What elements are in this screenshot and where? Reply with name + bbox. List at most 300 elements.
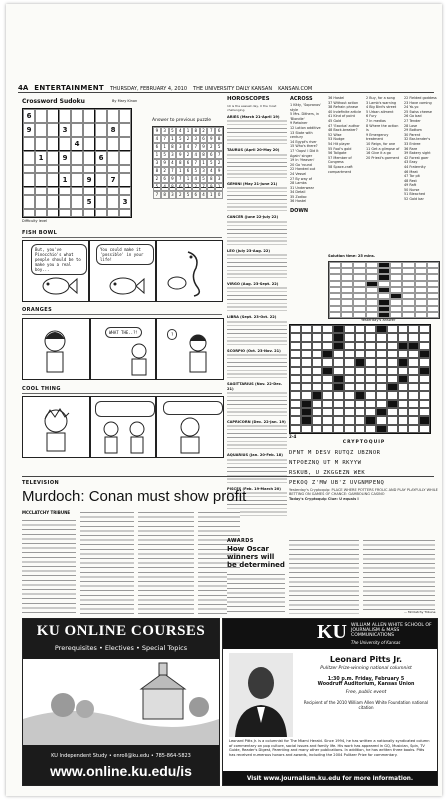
crossword-cell xyxy=(419,375,430,383)
event-details xyxy=(301,655,431,710)
answer-cell: 4 xyxy=(161,183,169,191)
clue: 20 Go 'round xyxy=(290,162,312,167)
ad-url-link[interactable]: www.online.ku.edu/is xyxy=(50,763,192,779)
speaker-photo xyxy=(229,653,293,737)
sudoku-cell xyxy=(47,165,59,173)
across-title: ACROSS xyxy=(290,96,313,102)
article-column xyxy=(289,538,359,614)
sign-heading: LIBRA (Sept. 23-Oct. 22) xyxy=(227,315,277,320)
sudoku-cell: 4 xyxy=(71,137,83,151)
answer-cell: 1 xyxy=(184,175,192,183)
answer-cell: 9 xyxy=(176,151,184,159)
answer-cell: 1 xyxy=(200,159,208,167)
character-drawing xyxy=(181,333,215,375)
sudoku-cell xyxy=(71,173,83,187)
sudoku-cell xyxy=(59,209,71,217)
answer-cell: 6 xyxy=(192,191,200,199)
sudoku-cell: 6 xyxy=(23,109,35,123)
crossword-cell xyxy=(333,325,344,333)
crossword-cell xyxy=(376,400,387,408)
article-column xyxy=(138,510,194,614)
ad-title: KU ONLINE COURSES xyxy=(36,623,206,639)
clue: 31 Underwear xyxy=(290,185,314,190)
clue: 9 Retainer xyxy=(290,121,308,126)
crossword-cell xyxy=(344,342,355,350)
sudoku-grid xyxy=(22,108,132,218)
clue: 53 Nudge xyxy=(328,137,345,142)
answer-cell: 8 xyxy=(215,135,223,143)
sudoku-section xyxy=(22,98,222,228)
clue: 36 Hostel xyxy=(328,96,345,100)
page-number: 4A xyxy=(18,84,29,92)
crossword-cell xyxy=(408,333,419,341)
ad-tagline: Prerequisites • Electives • Special Topics xyxy=(54,644,188,652)
crossword-cell xyxy=(290,358,301,366)
sign-heading: CAPRICORN (Dec. 22-Jan. 19) xyxy=(227,420,286,425)
crossword-cell xyxy=(355,416,366,424)
crossword-cell xyxy=(365,391,376,399)
sign-text-lines xyxy=(227,186,287,212)
comic-panel xyxy=(156,396,224,458)
article-column xyxy=(363,538,435,610)
crossword-cell xyxy=(376,350,387,358)
university-name: The University of Kansas xyxy=(351,640,401,645)
sign-heading: VIRGO (Aug. 23-Sept. 22) xyxy=(227,282,279,287)
sudoku-cell xyxy=(107,195,119,209)
sudoku-cell xyxy=(71,109,83,123)
crossword-cell xyxy=(290,391,301,399)
crossword-cell xyxy=(408,358,419,366)
answer-cell: 6 xyxy=(207,151,215,159)
sudoku-cell xyxy=(83,187,95,195)
awards-headline: How Oscar winners will be determined xyxy=(227,545,285,569)
sudoku-cell xyxy=(95,109,107,123)
crossword-cell xyxy=(312,325,323,333)
answer-cell: 3 xyxy=(200,167,208,175)
site-name: KANSAN.COM xyxy=(278,86,313,92)
sudoku-cell xyxy=(83,151,95,165)
crossword-cell xyxy=(419,367,430,375)
section-name: ENTERTAINMENT xyxy=(34,84,104,92)
answer-cell: 5 xyxy=(192,167,200,175)
answer-cell: 2 xyxy=(200,127,208,135)
crossword-cell xyxy=(290,375,301,383)
answer-cell: 3 xyxy=(176,143,184,151)
crossword-cell xyxy=(408,400,419,408)
clue: 14 Egypt's river xyxy=(290,139,317,144)
clue: 25 Swiss cheese xyxy=(404,109,432,114)
sudoku-cell xyxy=(83,165,95,173)
crossword-cell xyxy=(333,391,344,399)
speech-bubble: ? xyxy=(167,329,177,340)
crossword-cell xyxy=(398,425,409,433)
character-drawing xyxy=(126,343,152,377)
answer-cell: 1 xyxy=(161,143,169,151)
answer-cell: 6 xyxy=(184,159,192,167)
answer-cell: 6 xyxy=(161,175,169,183)
crossword-cell xyxy=(419,425,430,433)
answer-cell: 6 xyxy=(176,183,184,191)
answer-cell: 1 xyxy=(169,135,177,143)
clue: 46 Meat xyxy=(404,169,418,174)
sudoku-cell xyxy=(59,137,71,151)
crossword-cell xyxy=(376,408,387,416)
answer-cell: 9 xyxy=(207,183,215,191)
crossword-cell xyxy=(344,367,355,375)
sudoku-cell xyxy=(35,165,47,173)
sudoku-cell: 8 xyxy=(107,123,119,137)
crossword-cell xyxy=(355,325,366,333)
crossword-cell xyxy=(301,425,312,433)
yesterday-label: Yesterday's answer xyxy=(361,318,396,322)
ku-online-ad[interactable] xyxy=(22,618,220,786)
crossword-cell xyxy=(301,400,312,408)
clue: 36 Rare xyxy=(404,146,418,151)
answer-cell: 8 xyxy=(161,191,169,199)
crossword-cell xyxy=(419,400,430,408)
crossword-cell xyxy=(376,367,387,375)
answer-cell: 2 xyxy=(215,159,223,167)
crossword-cell xyxy=(355,367,366,375)
sudoku-cell xyxy=(23,173,35,187)
sudoku-cell xyxy=(47,209,59,217)
sign-heading: LEO (July 23-Aug. 22) xyxy=(227,248,271,253)
sudoku-cell xyxy=(107,165,119,173)
crossword-cell xyxy=(419,416,430,424)
fish-bowl-comic xyxy=(22,240,222,302)
sign-text-lines xyxy=(227,153,287,179)
crossword-cell xyxy=(408,391,419,399)
answer-cell: 6 xyxy=(215,127,223,135)
crossword-cell xyxy=(387,350,398,358)
crossword-cell xyxy=(398,367,409,375)
crossword-cell xyxy=(301,342,312,350)
answer-cell: 5 xyxy=(215,143,223,151)
crossword-cell xyxy=(376,391,387,399)
sudoku-cell xyxy=(23,137,35,151)
answer-cell: 3 xyxy=(169,151,177,159)
answer-cell: 1 xyxy=(184,127,192,135)
answer-cell: 3 xyxy=(192,135,200,143)
journalism-ad[interactable] xyxy=(222,618,438,786)
answer-cell: 5 xyxy=(200,175,208,183)
crossword-cell xyxy=(398,342,409,350)
crossword-cell xyxy=(312,342,323,350)
crossword-cell xyxy=(344,408,355,416)
sudoku-cell xyxy=(47,137,59,151)
crossword-cell xyxy=(419,358,430,366)
crossword-cell xyxy=(344,333,355,341)
crossword-cell xyxy=(312,367,323,375)
cryptoquip xyxy=(289,440,439,501)
crossword-cell xyxy=(408,367,419,375)
speech-bubble: You could make it 'possible' in your life! xyxy=(96,244,154,265)
clue: 19 In 'Heaven' xyxy=(290,158,315,163)
sudoku-difficulty: Difficulty level xyxy=(22,219,48,223)
sign-text-lines xyxy=(227,286,287,312)
clue: 48 Rest xyxy=(404,178,417,183)
crossword-cell xyxy=(333,375,344,383)
clue: 7 In medias xyxy=(366,118,386,123)
crossword-cell xyxy=(344,400,355,408)
crossword-cell xyxy=(365,333,376,341)
crossword-cell xyxy=(355,333,366,341)
cryptoquip-clue: Today's Cryptoquip Clue: U equals I xyxy=(289,496,359,501)
sudoku-cell xyxy=(47,187,59,195)
clue: 5 Mrs. Dithers, in 'Blondie' xyxy=(290,112,320,121)
cryptoquip-line: RSKUB, U ZKGGEZN WEK xyxy=(289,470,366,476)
answer-cell: 5 xyxy=(207,159,215,167)
crossword-cell xyxy=(301,416,312,424)
crossword-cell xyxy=(419,333,430,341)
crossword-cell xyxy=(322,342,333,350)
sudoku-cell xyxy=(95,173,107,187)
fish-bowl-label: FISH BOWL xyxy=(22,230,58,236)
clue: 41 Kind of point xyxy=(328,114,355,119)
clue: 34 Detail xyxy=(290,190,306,195)
sudoku-cell xyxy=(59,165,71,173)
crossword-cell xyxy=(344,358,355,366)
cryptoquip-title: CRYPTOQUIP xyxy=(342,440,386,445)
answer-cell: 6 xyxy=(200,135,208,143)
newspaper-page xyxy=(6,4,442,796)
speaker-role: Pulitzer Prize-winning national columnist xyxy=(320,666,412,671)
sign-heading: ARIES (March 21-April 19) xyxy=(227,115,280,119)
sudoku-cell xyxy=(47,109,59,123)
clue: 28 Lose xyxy=(404,123,418,128)
sudoku-cell xyxy=(35,173,47,187)
answer-cell: 7 xyxy=(153,191,161,199)
clue: 12 Lotion additive xyxy=(290,125,321,130)
cryptoquip-puzzle xyxy=(289,448,439,488)
crossword-cell xyxy=(376,325,387,333)
cryptoquip-line: DFNT M DESV RUTQZ UBZNOR xyxy=(289,450,381,456)
article-column xyxy=(22,518,76,614)
crossword-cell xyxy=(322,367,333,375)
event-location: Woodruff Auditorium, Kansas Union xyxy=(317,682,415,687)
clue: 58 Space-craft compartment xyxy=(328,164,353,174)
clue: 23 Have coming xyxy=(404,100,432,105)
crossword-cell xyxy=(398,358,409,366)
answer-cell: 9 xyxy=(161,159,169,167)
crossword-cell xyxy=(344,425,355,433)
crossword-cell xyxy=(387,375,398,383)
sign-text-lines xyxy=(227,391,287,417)
crossword-cell xyxy=(290,416,301,424)
crossword-cell xyxy=(376,375,387,383)
sudoku-cell xyxy=(71,151,83,165)
sudoku-cell xyxy=(71,187,83,195)
crossword-cell xyxy=(398,325,409,333)
sudoku-cell xyxy=(35,109,47,123)
sign-text-lines xyxy=(227,458,287,484)
crossword-cell xyxy=(387,342,398,350)
crossword-cell xyxy=(398,383,409,391)
sudoku-cell: 9 xyxy=(59,151,71,165)
horoscope-entry xyxy=(227,182,287,212)
clue: 27 Tender xyxy=(404,118,421,123)
comic-panel xyxy=(22,240,89,302)
sudoku-cell xyxy=(95,195,107,209)
answer-cell: 6 xyxy=(153,143,161,151)
character-drawing xyxy=(167,415,213,455)
sign-text-lines xyxy=(227,220,287,246)
clue: 8 Where the action is xyxy=(366,123,399,133)
clue: 49 Raft xyxy=(404,183,417,188)
sudoku-cell xyxy=(95,123,107,137)
crossword-cell xyxy=(312,400,323,408)
answer-cell: 6 xyxy=(184,167,192,175)
answer-cell: 7 xyxy=(169,167,177,175)
crossword-cell xyxy=(365,350,376,358)
sudoku-cell: 5 xyxy=(83,195,95,209)
crossword-cell xyxy=(312,375,323,383)
cryptoquip-previous: Yesterday's Cryptoquip: PLACE WHERE POTTERS FROLIC AND PLAY PLAYFULLY WHILE BETTING ON GAMES OF CHANCE: GAMBOLING CASINO xyxy=(289,488,438,497)
sudoku-cell: 7 xyxy=(107,173,119,187)
crossword-cell xyxy=(333,408,344,416)
answer-cell: 4 xyxy=(192,151,200,159)
sudoku-cell: 1 xyxy=(35,151,47,165)
horoscope-entry xyxy=(227,282,287,312)
crossword-cell xyxy=(365,358,376,366)
cool-thing-label: COOL THING xyxy=(22,386,61,392)
sudoku-cell xyxy=(35,187,47,195)
school-name: WILLIAM ALLEN WHITE SCHOOL OF JOURNALISM & MASS COMMUNICATIONS xyxy=(351,623,432,639)
event-time: 1:30 p.m. Friday, February 5 xyxy=(327,677,405,682)
crossword-cell xyxy=(365,367,376,375)
horoscope-entry xyxy=(227,453,287,483)
sudoku-cell: 9 xyxy=(83,173,95,187)
answer-cell: 1 xyxy=(215,183,223,191)
paper-name: THE UNIVERSITY DAILY KANSAN xyxy=(193,86,273,92)
tv-byline: MCCLATCHY TRIBUNE xyxy=(22,510,71,515)
answer-cell: 2 xyxy=(153,175,161,183)
crossword-cell xyxy=(322,416,333,424)
answer-cell: 5 xyxy=(161,151,169,159)
crossword-cell xyxy=(387,325,398,333)
fish-drawing xyxy=(38,271,78,299)
crossword-cell xyxy=(387,391,398,399)
crossword-cell xyxy=(376,416,387,424)
clue: 50 Nurse xyxy=(404,187,420,192)
horoscope-entry xyxy=(227,420,287,450)
sudoku-cell xyxy=(35,195,47,209)
clue: 36 Hostel xyxy=(290,199,307,204)
visit-link[interactable]: Visit www.journalism.ku.edu for more information. xyxy=(246,776,414,782)
sudoku-cell xyxy=(119,151,131,165)
crossword-cell xyxy=(290,350,301,358)
sign-heading: TAURUS (April 20-May 20) xyxy=(227,148,280,153)
crossword-cell xyxy=(387,358,398,366)
crossword-cell xyxy=(344,383,355,391)
clue: 43 Easy xyxy=(404,160,418,165)
sign-heading: SAGITTARIUS (Nov. 22-Dec. 21) xyxy=(227,382,283,391)
clue: 56 Tailgate xyxy=(328,151,347,156)
clue: 30 Parent xyxy=(404,132,421,137)
sudoku-cell: 3 xyxy=(119,195,131,209)
clue: 20 Priest's garment xyxy=(366,155,400,160)
clue: 54 Hit player xyxy=(328,141,350,146)
answer-cell: 9 xyxy=(215,167,223,175)
sudoku-cell xyxy=(119,123,131,137)
article-column xyxy=(227,572,285,614)
clue: 4 Big Bird's street xyxy=(366,105,397,110)
clue: 26 Go bad xyxy=(404,114,422,119)
answer-cell: 8 xyxy=(192,127,200,135)
sign-heading: PISCES (Feb. 19-March 20) xyxy=(227,486,281,491)
answer-cell: 9 xyxy=(153,127,161,135)
crossword-cell xyxy=(322,375,333,383)
clue: 15 Who's there? xyxy=(290,144,318,149)
sudoku-cell xyxy=(47,195,59,209)
answer-cell: 1 xyxy=(207,191,215,199)
clue: 16 Give it a go xyxy=(366,151,391,156)
crossword-cell xyxy=(408,416,419,424)
crossword-cell xyxy=(376,383,387,391)
crossword-cell xyxy=(398,408,409,416)
crossword-cell xyxy=(322,358,333,366)
crossword-cell xyxy=(312,416,323,424)
answer-cell: 7 xyxy=(200,183,208,191)
crossword-cell xyxy=(408,342,419,350)
crossword-cell xyxy=(419,408,430,416)
clue: 3 Lamb's warning xyxy=(366,100,397,105)
horoscope-entry xyxy=(227,349,287,379)
crossword-cell xyxy=(365,325,376,333)
crossword-cell xyxy=(290,400,301,408)
seahorse-drawing xyxy=(163,247,217,297)
answer-cell: 9 xyxy=(200,143,208,151)
answer-cell: 4 xyxy=(153,135,161,143)
horoscope-entry xyxy=(227,382,287,417)
sudoku-cell xyxy=(95,209,107,217)
crossword-cell xyxy=(398,416,409,424)
answer-cell: 0 xyxy=(215,191,223,199)
crossword-cell xyxy=(322,350,333,358)
answer-cell: 7 xyxy=(176,175,184,183)
clue: 5 Urban ailment xyxy=(366,109,394,114)
crossword-cell xyxy=(365,383,376,391)
answer-cell: 3 xyxy=(161,127,169,135)
clue: 6 Fury xyxy=(366,114,377,119)
crossword-cell xyxy=(290,367,301,375)
crossword-cell xyxy=(419,391,430,399)
answer-cell: 2 xyxy=(184,135,192,143)
answer-cell: 2 xyxy=(161,167,169,175)
comic-panel xyxy=(22,396,90,458)
horoscope-entry xyxy=(227,215,287,245)
answer-cell: 2 xyxy=(184,151,192,159)
crossword-cell xyxy=(355,425,366,433)
answer-cell xyxy=(415,312,427,318)
sudoku-cell: 3 xyxy=(59,123,71,137)
crossword-cell xyxy=(333,358,344,366)
crossword-cell xyxy=(355,383,366,391)
answer-cell: 3 xyxy=(169,191,177,199)
sudoku-cell xyxy=(119,173,131,187)
answer-cell xyxy=(329,312,341,318)
crossword-cell xyxy=(408,375,419,383)
crossword-cell xyxy=(365,425,376,433)
clue: 24 Yo-yo xyxy=(404,105,419,110)
crossword-cell xyxy=(333,350,344,358)
crossword-cell xyxy=(355,375,366,383)
clue: 44 Fraternity xyxy=(404,164,426,169)
sudoku-cell: 1 xyxy=(59,173,71,187)
crossword-cell xyxy=(387,383,398,391)
crossword-cell xyxy=(322,333,333,341)
clue: 13 State with century xyxy=(290,130,313,140)
